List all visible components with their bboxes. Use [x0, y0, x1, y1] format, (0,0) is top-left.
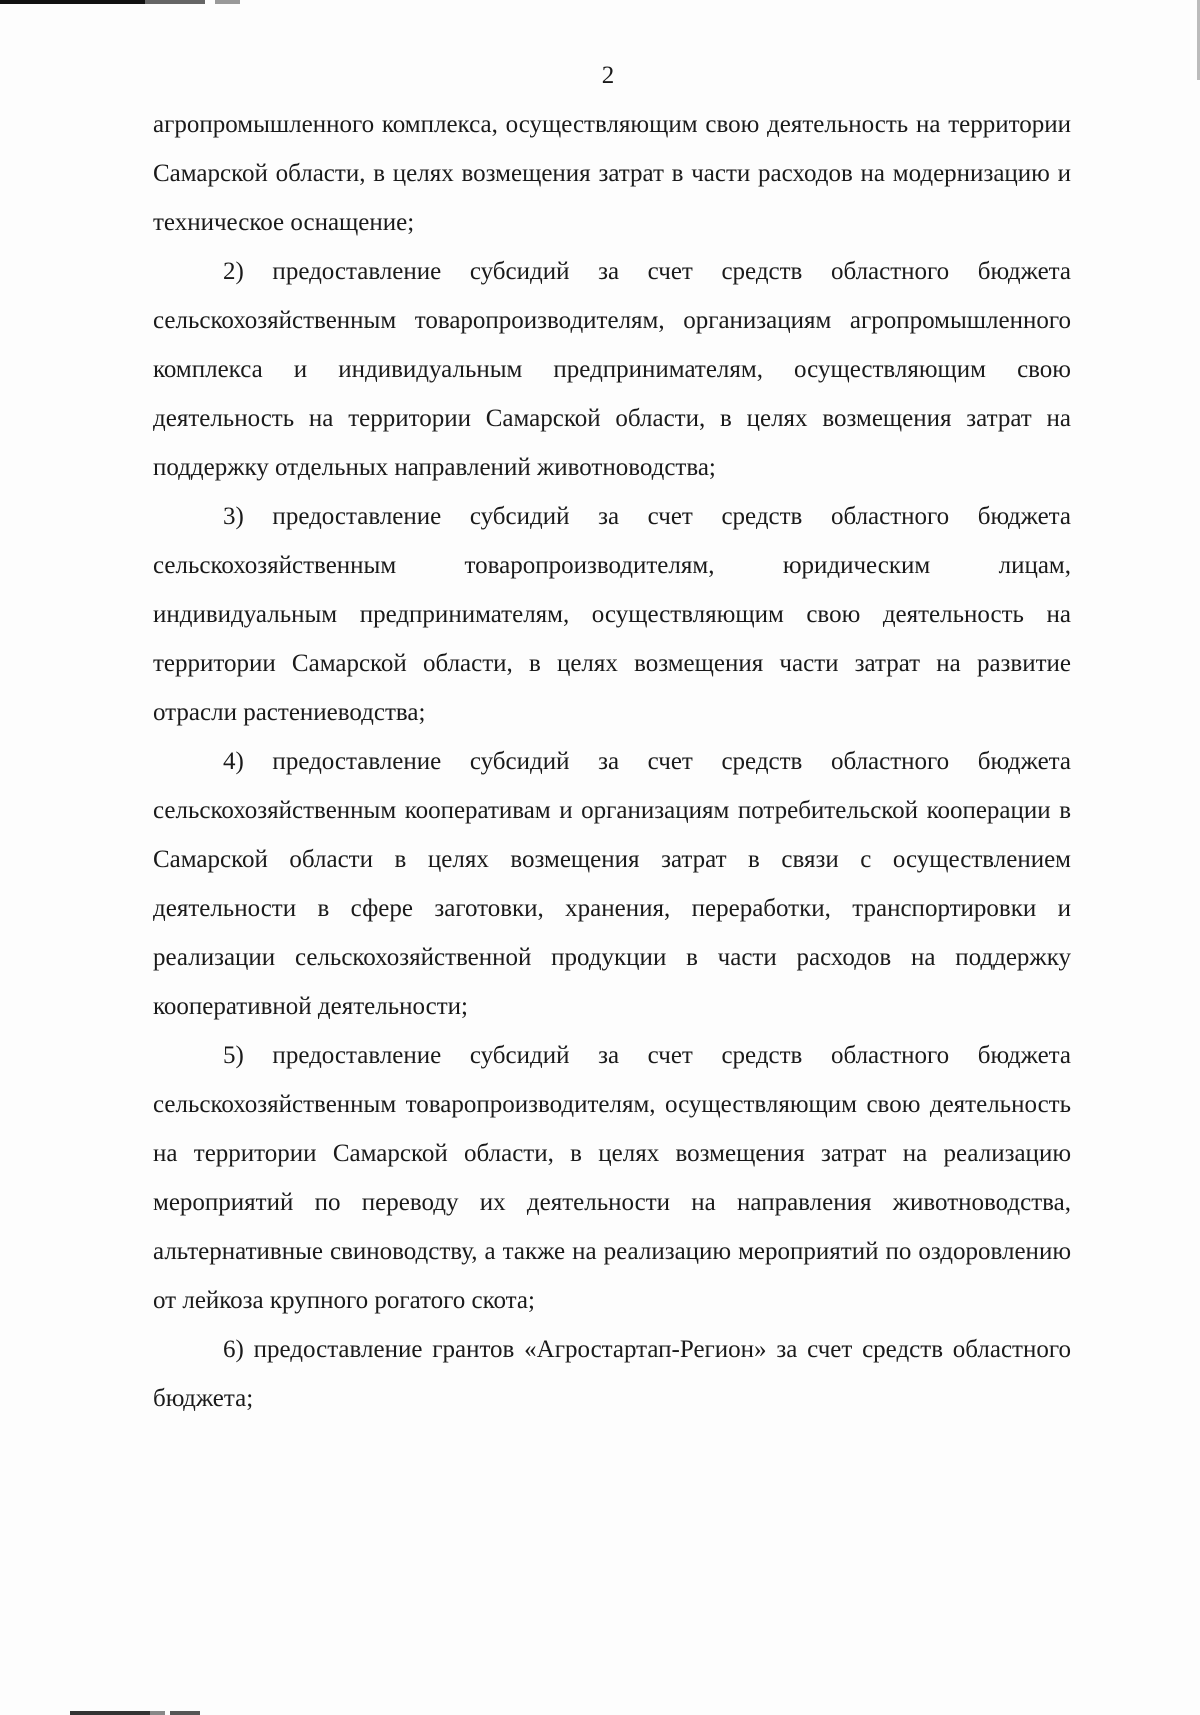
paragraph-item-2: 2) предоставление субсидий за счет средств областного бюджета сельскохозяйственным товаропроизводителям, организациям агропромышленного комплекса и индивидуальным предпринимателям, осуществляющим свою деятельность на территории Самарской области, в целях возмещения затрат на поддержку отдельных направлений животноводства;: [153, 258, 1071, 481]
paragraph-continuation: агропромышленного комплекса, осуществляющим свою деятельность на территории Самарской области, в целях возмещения затрат в части расходов на модернизацию и техническое оснащение;: [153, 111, 1071, 236]
scan-artifact-bottom: [70, 1711, 200, 1715]
paragraph-item-4: 4) предоставление субсидий за счет средств областного бюджета сельскохозяйственным кооперативам и организациям потребительской кооперации в Самарской области в целях возмещения затрат в связи с осуществлением деятельности в сфере заготовки, хранения, переработки, транспортировки и реализации сельскохозяйственной продукции в части расходов на поддержку кооперативной деятельности;: [153, 748, 1071, 1020]
paragraph-item-5: 5) предоставление субсидий за счет средств областного бюджета сельскохозяйственным товаропроизводителям, осуществляющим свою деятельность на территории Самарской области, в целях возмещения затрат на реализацию мероприятий по переводу их деятельности на направления животноводства, альтернативные свиноводству, а также на реализацию мероприятий по оздоровлению от лейкоза крупного рогатого скота;: [153, 1042, 1071, 1314]
document-body: [153, 100, 1071, 1423]
scan-artifact-top: [0, 0, 240, 4]
paragraph-item-6: 6) предоставление грантов «Агростартап-Регион» за счет средств областного бюджета;: [153, 1336, 1071, 1412]
page-number: 2: [601, 62, 615, 89]
paragraph-item-3: 3) предоставление субсидий за счет средств областного бюджета сельскохозяйственным товаропроизводителям, юридическим лицам, индивидуальным предпринимателям, осуществляющим свою деятельность на территории Самарской области, в целях возмещения части затрат на развитие отрасли растениеводства;: [153, 503, 1071, 726]
